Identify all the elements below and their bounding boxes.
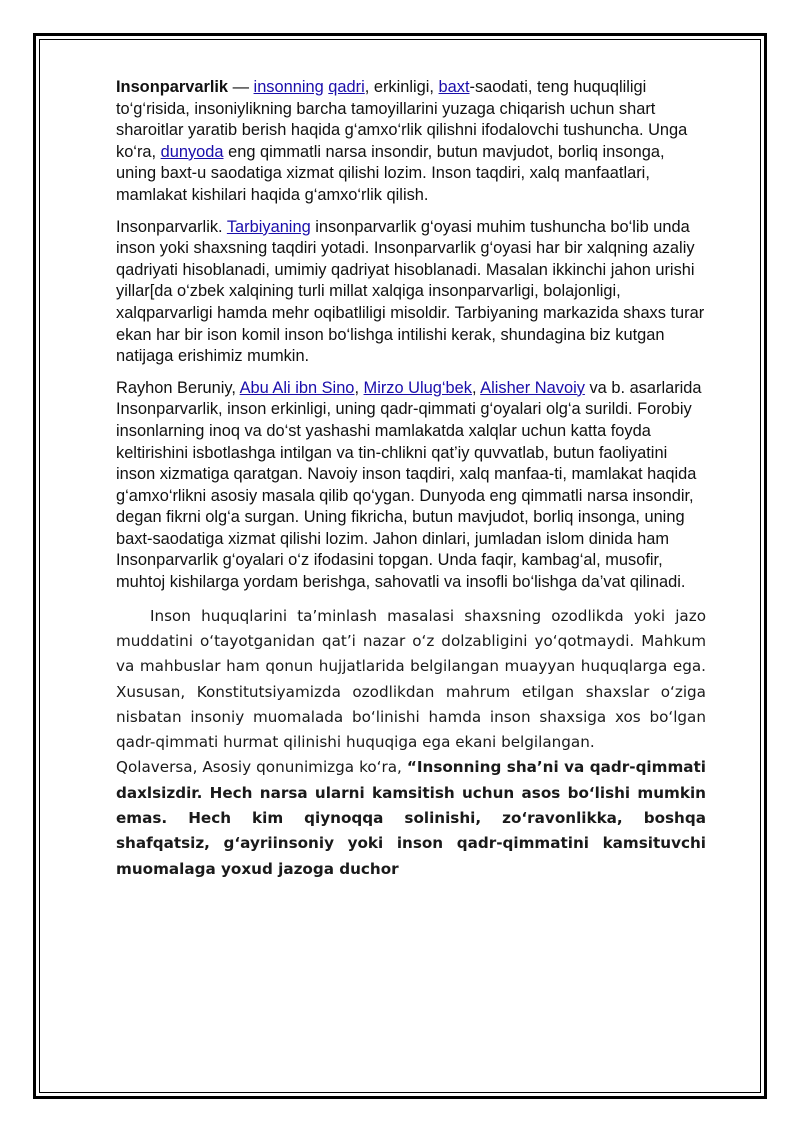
text-span: Insonparvarlik.: [116, 217, 227, 236]
link-qadri[interactable]: qadri: [328, 78, 365, 96]
link-dunyoda[interactable]: dunyoda: [160, 142, 224, 161]
link-tarbiyaning[interactable]: Tarbiyaning: [226, 217, 311, 236]
text-span: insonparvarlik g‘oyasi muhim tushuncha bo‘lib unda inson yoki shaxsning taqdiri yotadi. Insonparvarlik g‘oyasi har bir xalqning azaliy qadriyati hisoblanadi, umimiy qadriyat hisoblanadi. Masalan ikkinchi jahon urishi yillar[da o‘zbek xalqining turli millat xalqiga insonparvarligi, bolajonligi, xalqparvarligi hamda mehr oqibatliligi misoldir. Tarbiyaning markazida shaxs turar ekan har bir ison komil inson bo‘lishga intilishi kerak, shundagina biz kutgan natijaga erishimiz mumkin.: [116, 217, 705, 366]
text-span: —: [228, 78, 254, 96]
paragraph-human-rights: Inson huquqlarini ta’minlash masalasi shaxsning ozodlikda yoki jazo muddatini o‘tayotganidan qat’i nazar o‘z dolzabligini yo‘qotmaydi. Mahkum va mahbuslar ham qonun hujjatlarida belgilangan muayyan huquqlarga ega. Xususan, Konstitutsiyamizda ozodlikdan mahrum etilgan shaxslar o‘ziga nisbatan insoniy muomalada bo‘linishi hamda inson shaxsiga xos bo‘lgan qadr-qimmati hurmat qilinishi huquqiga ega ekani belgilangan.: [116, 606, 706, 752]
document-body: [116, 77, 706, 882]
text-span: ,: [354, 378, 364, 397]
text-span: -saodati, teng huquqliligi to‘g‘risida, insoniylikning barcha tamoyillarini yuzaga chiqarish uchun shart sharoitlar yaratib berish haqida g‘amxo‘rlik qilishni ifodalovchi tushuncha. Unga ko‘ra,: [116, 78, 688, 161]
link-insonning[interactable]: insonning: [253, 78, 324, 96]
text-span: va b. asarlarida Insonparvarlik, inson erkinligi, uning qadr-qimmati g‘oyalari olg‘a surildi. Forobiy insonlarning inoq va do‘st yashashi mamlakatda xalqlar uchun katta foyda keltirishini isbotlashga intilgan va tin-chlikni qat’iy quvvatlab, butun faoliyatini inson xizmatiga qaratgan. Navoiy inson taqdiri, xalq manfaa-ti, mamlakat haqida g‘amxo‘rlikni asosiy masala qilib qo‘ygan. Dunyoda eng qimmatli narsa insondir, degan fikrni olg‘a surgan. Uning fikricha, butun mavjudot, borliq insonga, uning baxt-saodatiga xizmat qilishi lozim. Jahon dinlari, jumladan islom dinida ham Insonparvarlik g‘oyalari o‘z ifodasini topgan. Unda faqir, kambag‘al, musofir, muhtoj kishilarga yordam berishga, sahovatli va insofli bo‘lishga da’vat qilinadi.: [116, 378, 702, 592]
constitution-quote: “Insonning sha’ni va qadr-qimmati daxlsizdir. Hech narsa ularni kamsitish uchun asos bo‘lishi mumkin emas. Hech kim qiynoqqa solinishi, zo‘ravonlikka, boshqa shafqatsiz, g‘ayriinsoniy yoki inson qadr-qimmatini kamsituvchi muomalaga yoxud jazoga duchor: [116, 758, 707, 878]
text-span: ,: [471, 378, 481, 397]
link-ibn-sino[interactable]: Abu Ali ibn Sino: [239, 378, 355, 397]
paragraph-constitution: [116, 755, 706, 881]
text-span: , erkinligi,: [364, 78, 439, 96]
link-navoiy[interactable]: Alisher Navoiy: [480, 378, 585, 397]
text-span: Rayhon Beruniy,: [116, 378, 240, 397]
link-ulugbek[interactable]: Mirzo Ulug‘bek: [363, 378, 472, 397]
text-span: Qolaversa, Asosiy qonunimizga ko‘ra,: [116, 758, 407, 777]
term-heading: Insonparvarlik: [116, 78, 229, 96]
text-span: eng qimmatli narsa insondir, butun mavjudot, borliq insonga, uning baxt-u saodatiga xizmat qilishi lozim. Inson taqdiri, xalq manfaatlari, mamlakat kishilari haqida g‘amxo‘rlik qilish.: [116, 142, 665, 204]
link-baxt[interactable]: baxt: [438, 78, 470, 96]
paragraph-thinkers: [116, 378, 706, 594]
paragraph-definition: [116, 77, 706, 207]
paragraph-tarbiya: [116, 217, 706, 368]
